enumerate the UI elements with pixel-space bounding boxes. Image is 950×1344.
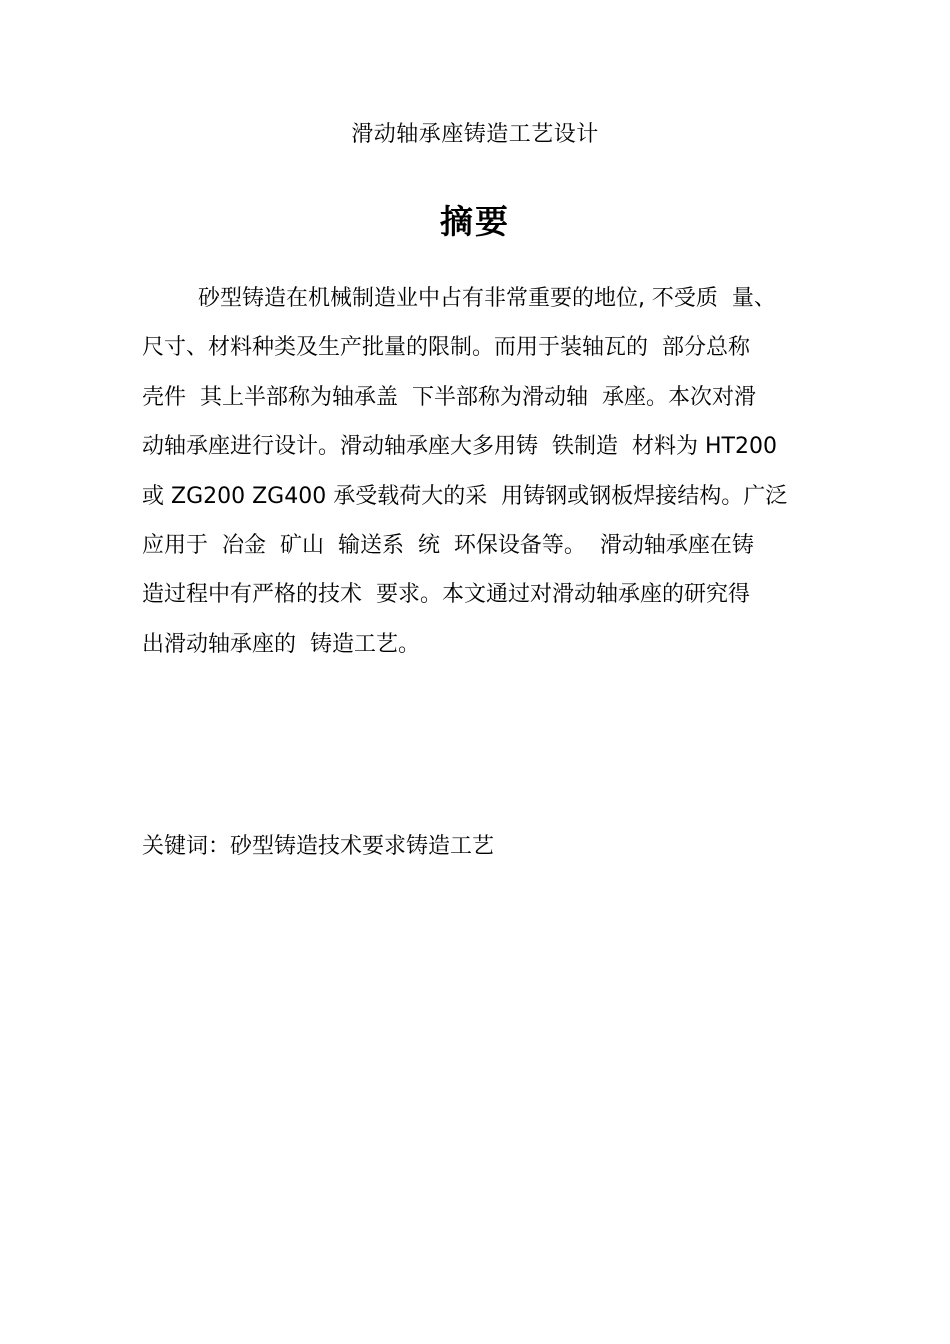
abstract-line: 壳件 其上半部称为轴承盖 下半部称为滑动轴 承座。本次对滑 bbox=[142, 384, 756, 410]
document-title: 滑动轴承座铸造工艺设计 bbox=[351, 122, 599, 147]
abstract-line: 动轴承座进行设计。滑动轴承座大多用铸 铁制造 材料为 HT200 bbox=[142, 434, 777, 460]
keywords: 关键词：砂型铸造技术要求铸造工艺 bbox=[142, 834, 495, 859]
abstract-line: 砂型铸造在机械制造业中占有非常重要的地位, 不受质 量、 bbox=[142, 286, 776, 311]
abstract-line: 尺寸、材料种类及生产批量的限制。而用于装轴瓦的 部分总称 bbox=[142, 335, 750, 361]
abstract-body bbox=[142, 274, 822, 669]
abstract-line: 出滑动轴承座的 铸造工艺。 bbox=[142, 631, 420, 657]
abstract-heading: 摘要 bbox=[440, 202, 510, 241]
abstract-line: 或 ZG200 ZG400 承受载荷大的采 用铸钢或钢板焊接结构。广泛 bbox=[142, 483, 788, 509]
abstract-line: 造过程中有严格的技术 要求。本文通过对滑动轴承座的研究得 bbox=[142, 582, 750, 608]
abstract-line: 应用于 冶金 矿山 输送系 统 环保设备等。 滑动轴承座在铸 bbox=[142, 532, 754, 558]
